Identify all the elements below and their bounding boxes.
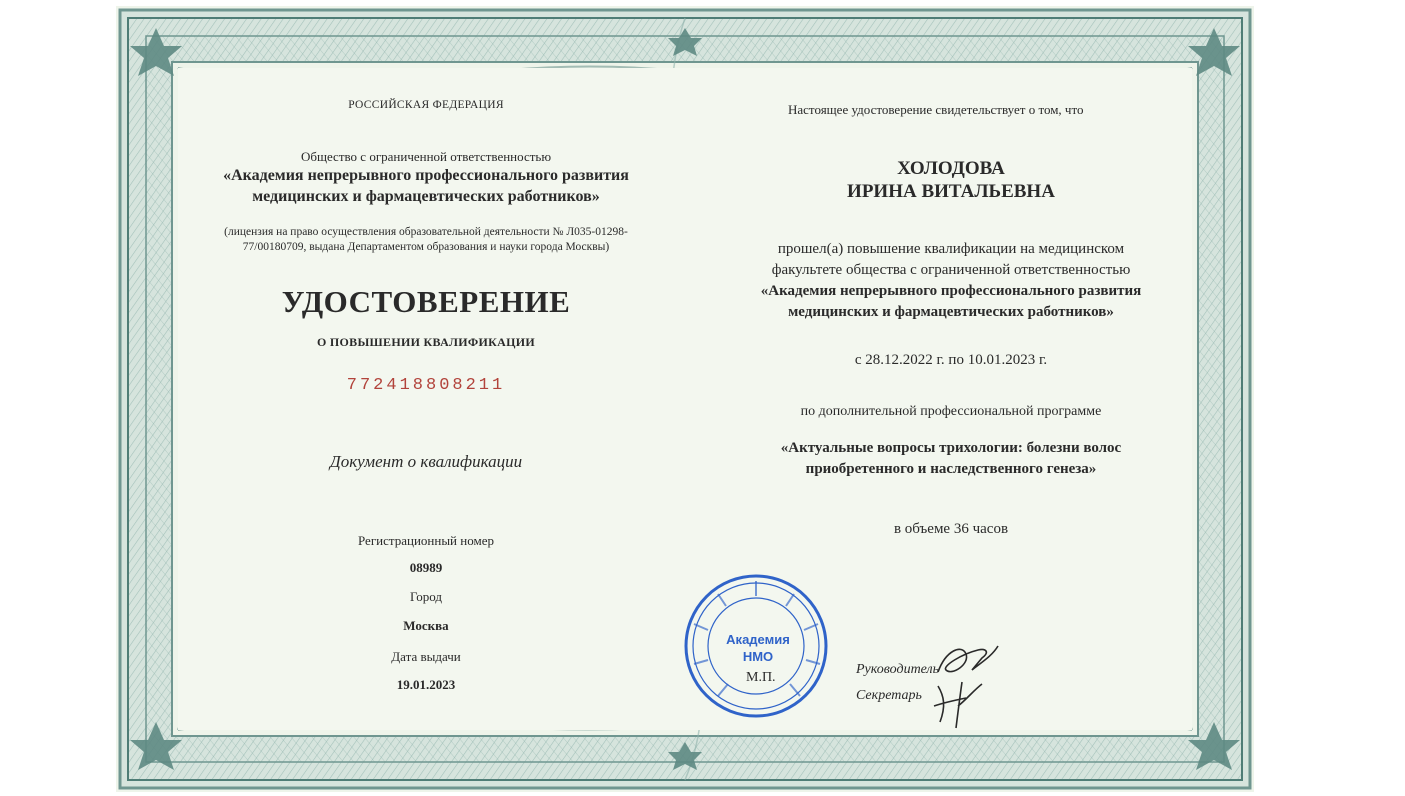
- right-org-name-line1: «Академия непрерывного профессионального развития: [760, 283, 1142, 299]
- recipient-surname: ХОЛОДОВА: [897, 158, 1005, 179]
- secretary-signature-icon: [930, 676, 990, 732]
- study-period: с 28.12.2022 г. по 10.01.2023 г.: [854, 352, 1048, 368]
- registration-number: 08989: [409, 560, 443, 575]
- city-label: Город: [409, 589, 443, 604]
- city: Москва: [403, 618, 449, 633]
- document-title: УДОСТОВЕРЕНИЕ: [281, 284, 571, 319]
- program-name-line1: «Актуальные вопросы трихологии: болезни волос: [780, 440, 1122, 456]
- registration-label: Регистрационный номер: [358, 533, 494, 548]
- right-org-name-line2: медицинских и фармацевтических работников»: [788, 304, 1114, 320]
- program-name-line2: приобретенного и наследственного генеза»: [805, 461, 1097, 477]
- org-name-line2: медицинских и фармацевтических работников»: [252, 188, 600, 205]
- org-type: Общество с ограниченной ответственностью: [300, 149, 552, 164]
- stamp-place-label: М.П.: [746, 670, 776, 685]
- license-line1: (лицензия на право осуществления образовательной деятельности № Л035-01298-: [224, 226, 628, 238]
- country-name: РОССИЙСКАЯ ФЕДЕРАЦИЯ: [348, 99, 504, 111]
- serial-number: 772418808211: [346, 376, 506, 395]
- document-type: Документ о квалификации: [329, 452, 523, 471]
- org-name-line1: «Академия непрерывного профессионального развития: [223, 167, 629, 184]
- document-subtitle: О ПОВЫШЕНИИ КВАЛИФИКАЦИИ: [316, 335, 536, 349]
- stamp-text-line1: Академия: [726, 632, 790, 647]
- intro-text: Настоящее удостоверение свидетельствует о том, что: [788, 102, 1084, 117]
- program-label: по дополнительной профессиональной программе: [800, 404, 1102, 419]
- passed-line1: прошел(а) повышение квалификации на медицинском: [777, 241, 1125, 257]
- passed-line2: факультете общества с ограниченной ответственностью: [771, 262, 1131, 278]
- issue-date-label: Дата выдачи: [391, 649, 461, 664]
- issue-date: 19.01.2023: [396, 677, 456, 692]
- recipient-given-names: ИРИНА ВИТАЛЬЕВНА: [847, 181, 1055, 202]
- certificate: [116, 6, 1254, 792]
- head-signature-label: Руководитель: [856, 662, 940, 677]
- secretary-signature-label: Секретарь: [856, 688, 922, 703]
- stamp-text-line2: НМО: [742, 649, 774, 664]
- license-line2: 77/00180709, выдана Департаментом образования и науки города Москвы): [242, 241, 610, 253]
- course-volume: в объеме 36 часов: [893, 521, 1009, 537]
